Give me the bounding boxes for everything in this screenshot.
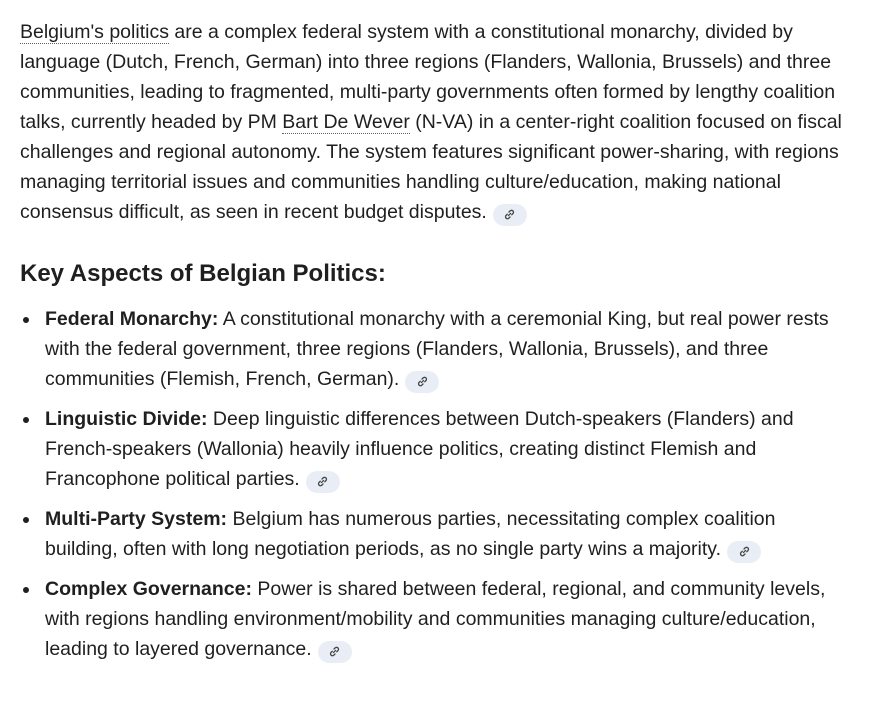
- list-item: [20, 404, 850, 494]
- source-chip-1[interactable]: [405, 371, 439, 393]
- source-chip-4[interactable]: [318, 641, 352, 663]
- source-chip-3[interactable]: [727, 541, 761, 563]
- intro-paragraph: [20, 17, 850, 227]
- link-icon: [503, 208, 516, 221]
- aspects-list: [20, 304, 850, 664]
- link-icon: [328, 645, 341, 658]
- response-content: [20, 17, 850, 674]
- item-title: Complex Governance:: [45, 578, 252, 600]
- bullet-dot: [23, 417, 29, 423]
- list-item: [20, 304, 850, 394]
- item-text: A constitutional monarchy with a ceremonial King, but real power rests with the federal government, three regions (Flanders, Wallonia, Brussels), and three communities (Flemish, French, German).: [45, 308, 829, 390]
- item-text: Belgium has numerous parties, necessitating complex coalition building, often with long negotiation periods, as no single party wins a majority.: [45, 508, 776, 560]
- item-text: Deep linguistic differences between Dutch-speakers (Flanders) and French-speakers (Wallonia) heavily influence politics, creating distinct Flemish and Francophone political parties.: [45, 408, 794, 490]
- belgium-politics-link[interactable]: Belgium's politics: [20, 21, 169, 43]
- bullet-dot: [23, 587, 29, 593]
- bullet-dot: [23, 317, 29, 323]
- bullet-dot: [23, 517, 29, 523]
- item-title: Multi-Party System:: [45, 508, 228, 530]
- list-item: [20, 504, 850, 564]
- list-item: [20, 574, 850, 664]
- link-icon: [316, 475, 329, 488]
- section-heading: Key Aspects of Belgian Politics:: [20, 260, 386, 287]
- item-title: Federal Monarchy:: [45, 308, 219, 330]
- source-chip-2[interactable]: [306, 471, 340, 493]
- item-text: Power is shared between federal, regional, and community levels, with regions handling environment/mobility and communities managing culture/education, leading to layered governance.: [45, 578, 826, 660]
- link-icon: [738, 545, 751, 558]
- intro-text-2: (N-VA) in a center-right coalition focused on fiscal challenges and regional autonomy. The system features significant power-sharing, with regions managing territorial issues and communities handling culture/education, making national consensus difficult, as seen in recent budget disputes.: [20, 111, 842, 223]
- intro-text-1: are a complex federal system with a constitutional monarchy, divided by language (Dutch, French, German) into three regions (Flanders, Wallonia, Brussels) and three communities, leading to fragmented, multi-party governments often formed by lengthy coalition talks, currently headed by PM: [20, 21, 836, 133]
- item-title: Linguistic Divide:: [45, 408, 208, 430]
- bart-de-wever-link[interactable]: Bart De Wever: [282, 111, 410, 133]
- link-icon: [416, 375, 429, 388]
- source-chip-intro[interactable]: [493, 204, 527, 226]
